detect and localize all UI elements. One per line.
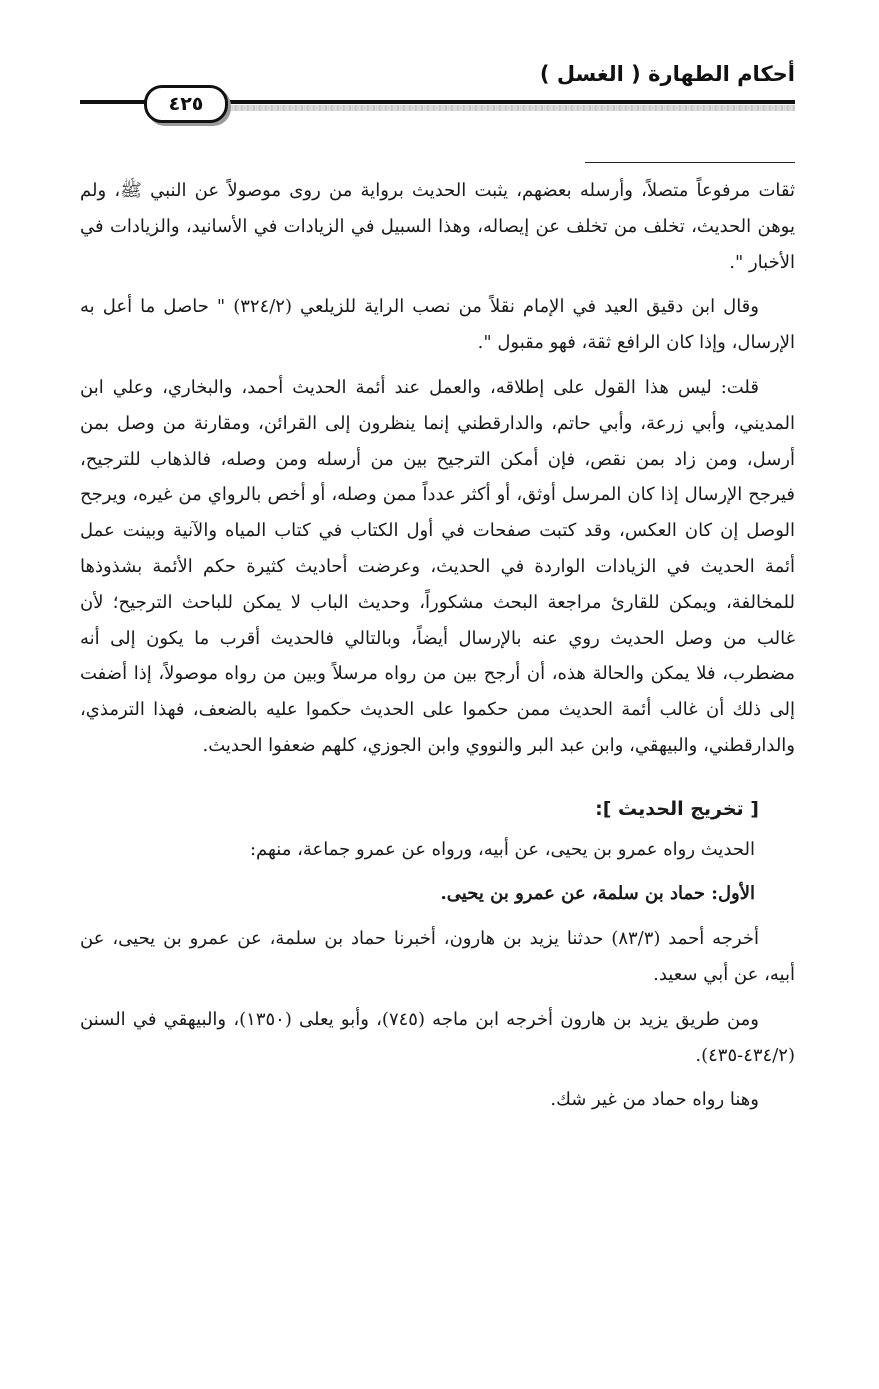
page-number: ٤٢٥	[144, 85, 228, 123]
paragraph-continuation: ثقات مرفوعاً متصلاً، وأرسله بعضهم، يثبت الحديث برواية من روى موصولاً عن النبي ﷺ، ولم يوهن الحديث، تخلف من تخلف عن إيصاله، وهذا السبيل في الزيادات في الأسانيد، والزيادات في الأخبار ".	[80, 180, 795, 273]
page-header	[80, 58, 795, 122]
running-title: أحكام الطهارة ( الغسل )	[539, 62, 795, 86]
paragraph-ibn-daqiq-quote: وقال ابن دقيق العيد في الإمام نقلاً من نصب الراية للزيلعي (٣٢٤/٢) " حاصل ما أعل به الإرسال، وإذا كان الرافع ثقة، فهو مقبول ".	[80, 296, 795, 354]
paragraph-author-comment: قلت: ليس هذا القول على إطلاقه، والعمل عند أئمة الحديث أحمد، والبخاري، وعلي ابن المديني، وأبي زرعة، وأبي حاتم، والدارقطني إنما ينظرون إلى القرائن، ومقارنة من وصل بمن أرسل، ومن زاد بمن نقص، فإن أمكن الترجيح بين من أرسله ومن وصله، فالذهاب للترجيح، فيرجح الإرسال إذا كان المرسل أوثق، أو أكثر عدداً ممن وصله، أو أخص بالرواي من غيره، ويرجح الوصل إن كان العكس، وقد كتبت صفحات في أول الكتاب في كتاب المياه والآنية وبينت عمل أئمة الحديث في الزيادات الواردة في الحديث، وعرضت أحاديث كثيرة حكم الأئمة بشذوذها للمخالفة، ويمكن للقارئ مراجعة البحث مشكوراً، وحديث الباب لا يمكن للباحث الترجيح؛ لأن غالب من وصل الحديث روي عنه بالإرسال أيضاً، وبالتالي فالحديث أقرب ما يكون إلى أنه مضطرب، فلا يمكن والحالة هذه، أن أرجح بين من رواه مرسلاً وبين من رواه موصولاً، إذا أضفت إلى ذلك أن غالب أئمة الحديث ممن حكموا على الحديث حكموا عليه بالضعف، فهذا الترمذي، والدارقطني، والبيهقي، وابن عبد البر والنووي وابن الجوزي، كلهم ضعفوا الحديث.	[80, 376, 795, 756]
takhrij-yazid: ومن طريق يزيد بن هارون أخرجه ابن ماجه (٧٤٥)، وأبو يعلى (١٣٥٠)، والبيهقي في السنن (٤٣٤/٢-٤٣٥).	[80, 1008, 795, 1066]
takhrij-closing: وهنا رواه حماد من غير شك.	[550, 1089, 759, 1111]
page-body	[80, 173, 795, 1127]
takhrij-ahmad: أخرجه أحمد (٨٣/٣) حدثنا يزيد بن هارون، أخبرنا حماد بن سلمة، عن عمرو بن يحيى، عن أبيه، عن أبي سعيد.	[80, 928, 795, 985]
header-rule-shadow	[220, 105, 795, 111]
takhrij-intro: الحديث رواه عمرو بن يحيى، عن أبيه، ورواه عن عمرو جماعة، منهم:	[249, 838, 755, 860]
footnote-separator	[585, 162, 795, 163]
takhrij-first-narrator: الأول: حماد بن سلمة، عن عمرو بن يحيى.	[440, 883, 755, 905]
section-heading-takhrij: [ تخريج الحديث ]:	[595, 797, 759, 820]
